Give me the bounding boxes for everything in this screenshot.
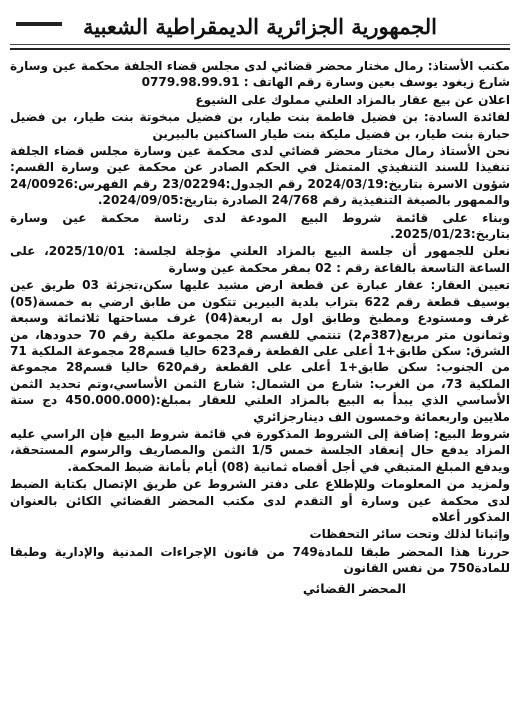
- sale-conditions: شروط البيع: إضافة إلى الشروط المذكورة في قائمة شروط البيع فإن الراسي عليه المزاد يدفع حال إنعقاد الجلسة خمس 1/5 الثمن والمصاريف والرسوم المستحقة، ويدفع المبلغ المتبقي في أجل أقصاه ثمانية (08) أيام بأمانة ضبط المحكمة.: [10, 426, 510, 474]
- page-title: الجمهورية الجزائرية الديمقراطية الشعبية: [83, 13, 438, 39]
- conditions-deposit: وبناء على قائمة شروط البيع المودعة لدى رئاسة محكمة عين وسارة بتاريخ:2025/01/23.: [10, 210, 510, 242]
- office-info: مكتب الأستاذ: رمال مختار محضر قضائي لدى مجلس قضاء الجلفة محكمة عين وسارة شارع زيغود يوسف بعين وسارة رقم الهاتف : 0779.98.99.91: [10, 59, 510, 90]
- decorative-dash: [16, 22, 62, 26]
- announcement-body: [10, 58, 510, 577]
- header-divider: [10, 44, 510, 45]
- property-description: تعيين العقار: عقار عبارة عن قطعة ارض مشيد عليها سكن،تجزئة 03 طريق عين بوسيف قطعة رقم 622 بتراب بلدية البيرين تتكون من طابق ارضي به خمسة(05) غرف ومستودع ومطبخ وطابق اول به اربعة(04) غرف مساحتها ثلاثمائة وسبعة وثمانون متر مربع(387م2) تنتمي للقسم 28 مجموعة ملكية رقم 70 حدودها، من الشرق: سكن طابق+1 أعلى على القطعة رقم623 حاليا قسم28 مجموعة الملكية 71 من الجنوب: سكن طابق+1 أعلى على القطعة رقم620 حاليا قسم28 مجموعة الملكية 73، من الغرب: شارع من الشمال: شارع الثمن الأساسي،وتم تحديد الثمن الأساسي الذي يبدأ به البيع بالمزاد العلني للعقار بمبلغ:(450.000.000 دج ستة ملايين واربعمائة وخمسون الف دينارجزائري: [10, 278, 511, 424]
- announcement-subject: اعلان عن بيع عقار بالمزاد العلني مملوك على الشيوع: [195, 92, 510, 107]
- session-notice: نعلن للجمهور أن جلسة البيع بالمزاد العلني مؤجلة لجلسة: 2025/10/01، على الساعة التاسعة بالقاعة رقم : 02 بمقر محكمة عين وسارة: [10, 244, 510, 275]
- beneficiaries: لفائدة السادة: بن فضيل فاطمة بنت طيار، بن فضيل مبخوتة بنت طيار، بن فضيل حبارة بنت طيار، بن فضيل مليكة بنت طيار الساكنين بالبيرين: [10, 110, 510, 141]
- signature: المحضر القضائي: [302, 580, 406, 596]
- execution-reference: نحن الأستاذ رمال مختار محضر قضائي لدى محكمة عين وسارة مجلس قضاء الجلفة تنفيذا للسند التنفيذي المتمثل في الحكم الصادر عن محكمة عين وسارة القسم: شؤون الاسرة بتاريخ:2024/03/19 رقم الجدول:23/02294 رقم الفهرس:24/00926 والممهور بالصيغة التنفيذية رقم 24/768 الصادرة بتاريخ:2024/09/05.: [10, 144, 510, 208]
- header: [10, 4, 510, 50]
- more-info: ولمزيد من المعلومات وللإطلاع على دفتر الشروط عن طريق الإتصال بكتابة الضبط لدى محكمة عين وسارة أو التقدم لدى مكتب المحضر القضائي الكائن بالعنوان المذكور أعلاه: [10, 477, 510, 524]
- reservations: وإثباتا لذلك وتحت سائر التحفظات: [309, 527, 510, 542]
- legal-basis: حررنا هذا المحضر طبقا للمادة749 من قانون الإجراءات المدنية والإدارية وطبقا للمادة750 من نفس القانون: [10, 544, 510, 576]
